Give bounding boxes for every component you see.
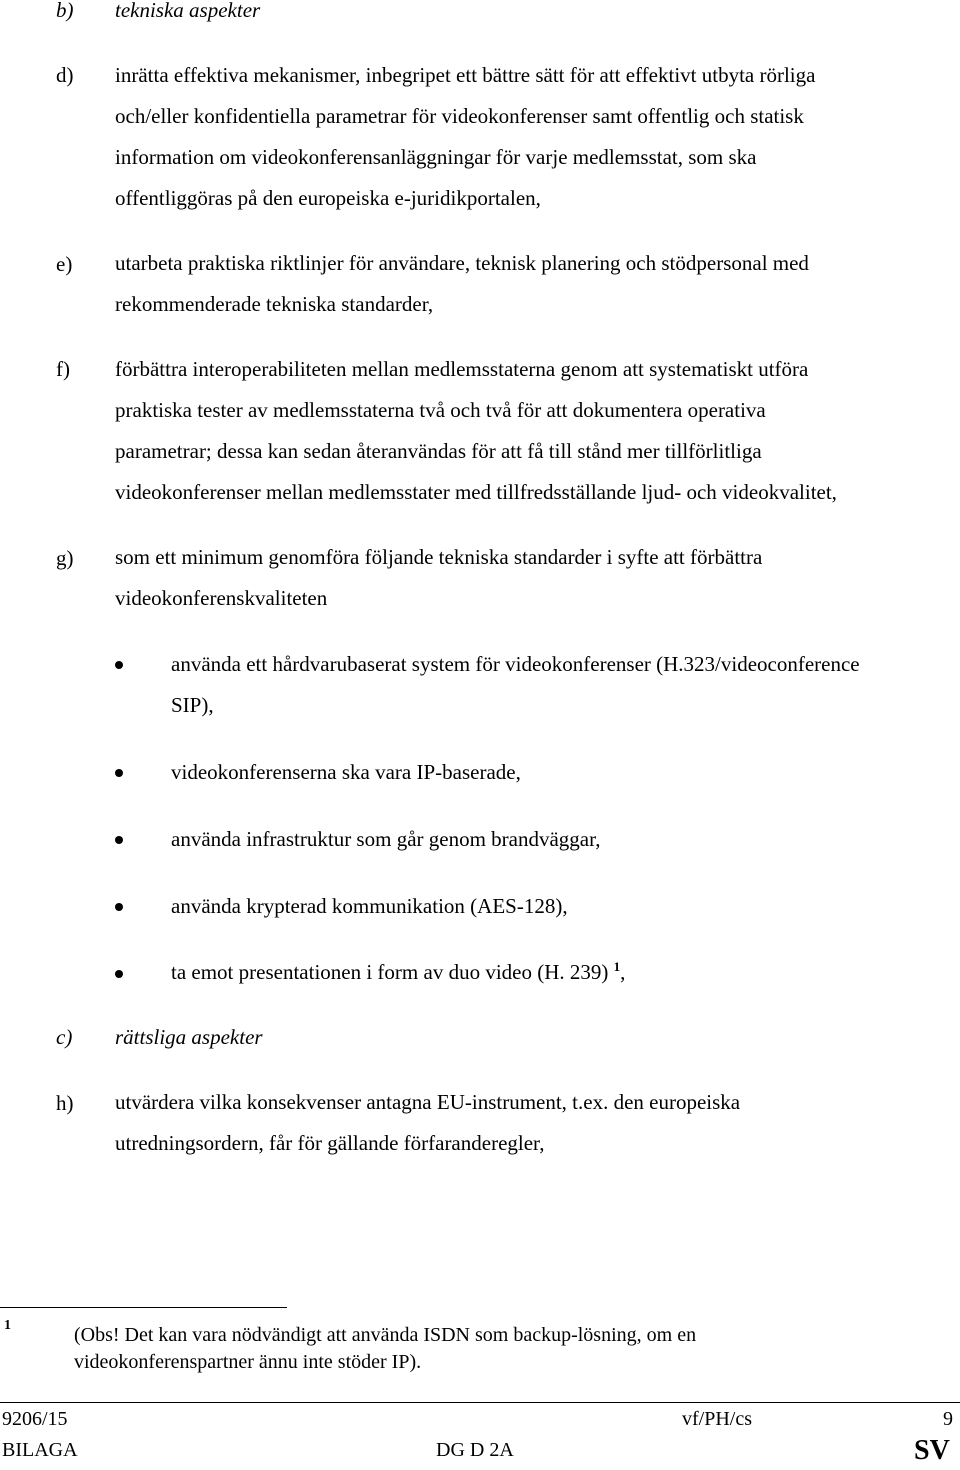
item-f-line-3: parametrar; dessa kan sedan återanvändas för att få till stånd mer tillförlitliga <box>115 439 762 463</box>
section-c-title: rättsliga aspekter <box>115 1025 263 1049</box>
footer-separator <box>0 1402 960 1403</box>
footnote-number: 1 <box>4 1318 11 1333</box>
footnote-separator <box>0 1307 287 1308</box>
item-h-label: h) <box>56 1091 74 1115</box>
footnote-ref[interactable]: 1 <box>613 959 621 974</box>
footer-initials: vf/PH/cs <box>682 1408 752 1430</box>
bullet-1-line-1: använda ett hårdvarubaserat system för videokonferenser (H.323/videoconference <box>171 652 860 676</box>
item-h-line-1: utvärdera vilka konsekvenser antagna EU-instrument, t.ex. den europeiska <box>115 1090 741 1114</box>
item-e-line-1: utarbeta praktiska riktlinjer för användare, teknisk planering och stödpersonal med <box>115 251 809 275</box>
item-d-line-1: inrätta effektiva mekanismer, inbegripet ett bättre sätt för att effektivt utbyta rörliga <box>115 63 816 87</box>
bullet-5-line <box>171 960 625 985</box>
item-d-label: d) <box>56 63 74 87</box>
section-b-label: b) <box>56 0 74 22</box>
section-c-label: c) <box>56 1025 73 1049</box>
item-e-line-2: rekommenderade tekniska standarder, <box>115 292 434 316</box>
footnote-line-1: (Obs! Det kan vara nödvändigt att använda ISDN som backup-lösning, om en <box>74 1324 697 1346</box>
bullet-3-dot <box>115 836 123 844</box>
bullet-3-line-1: använda infrastruktur som går genom brandväggar, <box>171 827 601 851</box>
bullet-4-dot <box>115 903 123 911</box>
item-g-label: g) <box>56 546 74 570</box>
bullet-2-dot <box>115 769 123 777</box>
footer-annex: BILAGA <box>2 1439 78 1461</box>
item-d-line-4: offentliggöras på den europeiska e-juridikportalen, <box>115 186 541 210</box>
footer-dg: DG D 2A <box>436 1439 514 1461</box>
bullet-5-tail: , <box>620 960 626 984</box>
bullet-2-line-1: videokonferenserna ska vara IP-baserade, <box>171 760 521 784</box>
section-b-title: tekniska aspekter <box>115 0 261 22</box>
item-d-line-2: och/eller konfidentiella parametrar för videokonferenser samt offentlig och statisk <box>115 104 804 128</box>
item-f-line-4: videokonferenser mellan medlemsstater med tillfredsställande ljud- och videokvalitet, <box>115 480 837 504</box>
item-f-line-1: förbättra interoperabiliteten mellan medlemsstaterna genom att systematiskt utföra <box>115 357 809 381</box>
item-e-label: e) <box>56 252 73 276</box>
bullet-5-dot <box>115 970 123 978</box>
item-g-line-1: som ett minimum genomföra följande tekniska standarder i syfte att förbättra <box>115 545 763 569</box>
footer-page-number: 9 <box>943 1408 953 1430</box>
item-h-line-2: utredningsordern, får för gällande förfaranderegler, <box>115 1131 545 1155</box>
item-g-line-2: videokonferenskvaliteten <box>115 586 328 610</box>
footer-doc-number: 9206/15 <box>2 1408 68 1430</box>
bullet-4-line-1: använda krypterad kommunikation (AES-128), <box>171 894 568 918</box>
item-f-line-2: praktiska tester av medlemsstaterna två och två för att dokumentera operativa <box>115 398 766 422</box>
item-d-line-3: information om videokonferensanläggningar för varje medlemsstat, som ska <box>115 145 757 169</box>
bullet-1-line-2: SIP), <box>171 693 214 717</box>
item-f-label: f) <box>56 357 70 381</box>
footnote-line-2: videokonferenspartner ännu inte stöder IP). <box>74 1351 422 1373</box>
footer-language: SV <box>914 1435 950 1466</box>
bullet-5-text: ta emot presentationen i form av duo video (H. 239) <box>171 960 609 984</box>
bullet-1-dot <box>115 661 123 669</box>
